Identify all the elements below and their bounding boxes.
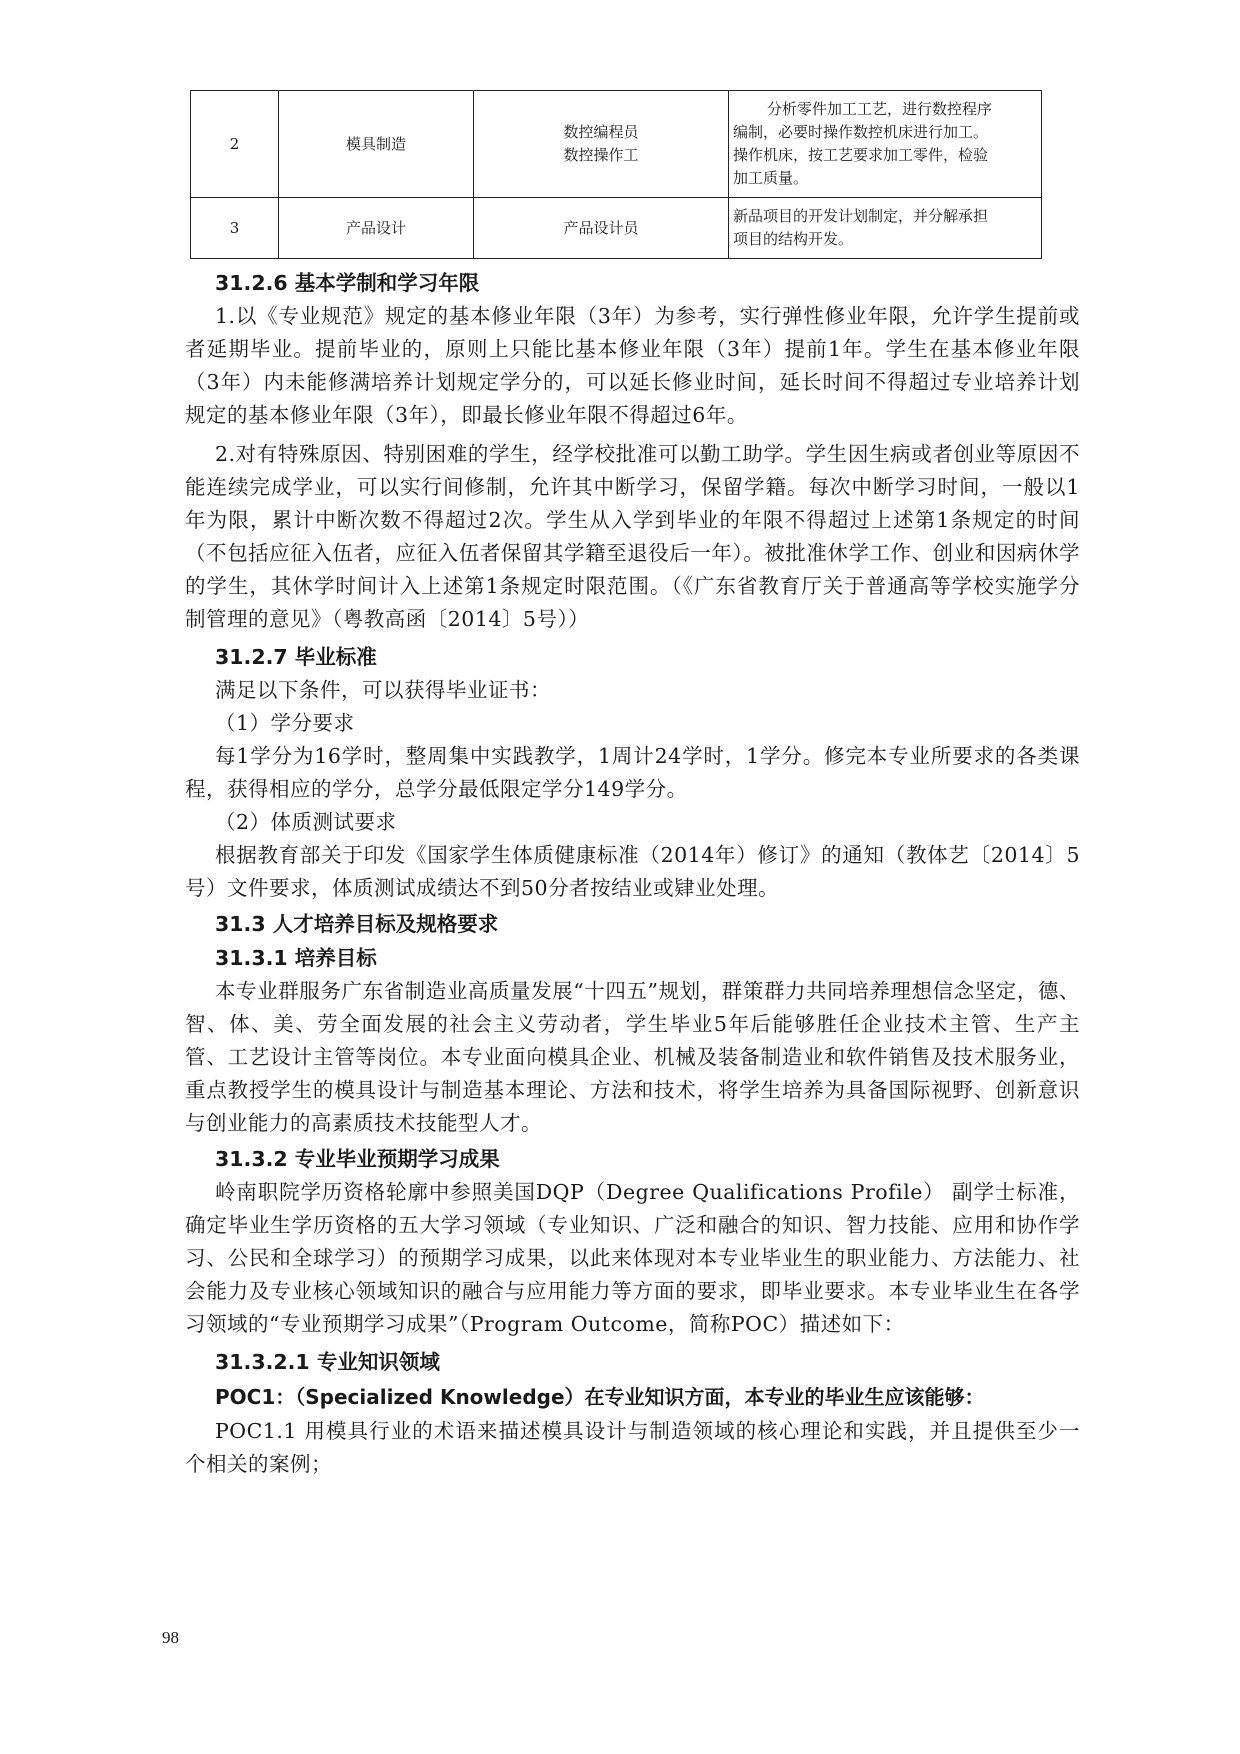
section-heading: 31.3.1 培养目标	[215, 946, 377, 970]
direction-cell: 产品设计	[279, 198, 474, 259]
paragraph: （1）学分要求	[215, 711, 355, 735]
description-line: 加工质量。	[733, 169, 809, 187]
row-number: 3	[191, 198, 279, 259]
job-title: 数控编程员	[563, 123, 639, 141]
description-cell	[729, 198, 1042, 259]
paragraph: 根据教育部关于印发《国家学生体质健康标准（2014年）修订》的通知（教体艺〔2014〕5号）文件要求，体质测试成绩达不到50分者按结业或肄业处理。	[185, 843, 1080, 900]
paragraph: （2）体质测试要求	[215, 810, 397, 834]
description-line: 编制，必要时操作数控机床进行加工。	[733, 123, 989, 141]
description-line: 项目的结构开发。	[733, 230, 854, 248]
paragraph: 每1学分为16学时，整周集中实践教学，1周计24学时，1学分。修完本专业所要求的各类课程，获得相应的学分，总学分最低限定学分149学分。	[185, 744, 1080, 801]
job-cell	[474, 91, 729, 198]
table-row	[191, 91, 1042, 198]
section-heading: 31.2.7 毕业标准	[215, 645, 377, 669]
job-roles-table	[190, 90, 1042, 259]
direction-cell: 模具制造	[279, 91, 474, 198]
row-number: 2	[191, 91, 279, 198]
job-cell	[474, 198, 729, 259]
page-number: 98	[162, 1628, 179, 1647]
paragraph: POC1.1 用模具行业的术语来描述模具设计与制造领域的核心理论和实践，并且提供至少一个相关的案例；	[185, 1419, 1080, 1476]
section-heading: 31.2.6 基本学制和学习年限	[215, 271, 480, 295]
section-heading: 31.3 人才培养目标及规格要求	[215, 912, 499, 936]
job-title: 产品设计员	[563, 218, 639, 237]
table-row	[191, 198, 1042, 259]
paragraph: 1.以《专业规范》规定的基本修业年限（3年）为参考，实行弹性修业年限，允许学生提前或者延期毕业。提前毕业的，原则上只能比基本修业年限（3年）提前1年。学生在基本修业年限（3年）内未能修满培养计划规定学分的，可以延长修业时间，延长时间不得超过专业培养计划规定的基本修业年限（3年），即最长修业年限不得超过6年。	[185, 304, 1080, 427]
paragraph: 满足以下条件，可以获得毕业证书：	[215, 678, 551, 702]
job-title: 数控操作工	[563, 146, 639, 164]
paragraph: 2.对有特殊原因、特别困难的学生，经学校批准可以勤工助学。学生因生病或者创业等原因不能连续完成学业，可以实行间修制，允许其中断学习，保留学籍。每次中断学习时间，一般以1年为限，累计中断次数不得超过2次。学生从入学到毕业的年限不得超过上述第1条规定的时间（不包括应征入伍者，应征入伍者保留其学籍至退役后一年）。被批准休学工作、创业和因病休学的学生，其休学时间计入上述第1条规定时限范围。（《广东省教育厅关于普通高等学校实施学分制管理的意见》（粤教高函〔2014〕5号））	[185, 442, 1080, 631]
section-heading: 31.3.2.1 专业知识领域	[215, 1350, 440, 1374]
section-heading: 31.3.2 专业毕业预期学习成果	[215, 1147, 500, 1171]
paragraph: 本专业群服务广东省制造业高质量发展“十四五”规划，群策群力共同培养理想信念坚定，德、智、体、美、劳全面发展的社会主义劳动者，学生毕业5年后能够胜任企业技术主管、生产主管、工艺设计主管等岗位。本专业面向模具企业、机械及装备制造业和软件销售及技术服务业，重点教授学生的模具设计与制造基本理论、方法和技术，将学生培养为具备国际视野、创新意识与创业能力的高素质技术技能型人才。	[185, 979, 1080, 1135]
description-line: 新品项目的开发计划制定，并分解承担	[733, 207, 989, 225]
body-text	[185, 266, 1080, 1481]
paragraph: 岭南职院学历资格轮廓中参照美国DQP（Degree Qualifications Profile） 副学士标准，确定毕业生学历资格的五大学习领域（专业知识、广泛和融合的知识、智力技能、应用和协作学习、公民和全球学习）的预期学习成果，以此来体现对本专业毕业生的职业能力、方法能力、社会能力及专业核心领域知识的融合与应用能力等方面的要求，即毕业要求。本专业毕业生在各学习领域的“专业预期学习成果”（Program Outcome，简称POC）描述如下：	[185, 1180, 1080, 1336]
description-line: 分析零件加工工艺，进行数控程序	[767, 100, 993, 118]
description-line: 操作机床，按工艺要求加工零件，检验	[733, 146, 989, 164]
description-cell	[729, 91, 1042, 198]
poc-heading: POC1：（Specialized Knowledge）在专业知识方面，本专业的毕业生应该能够：	[215, 1385, 985, 1409]
